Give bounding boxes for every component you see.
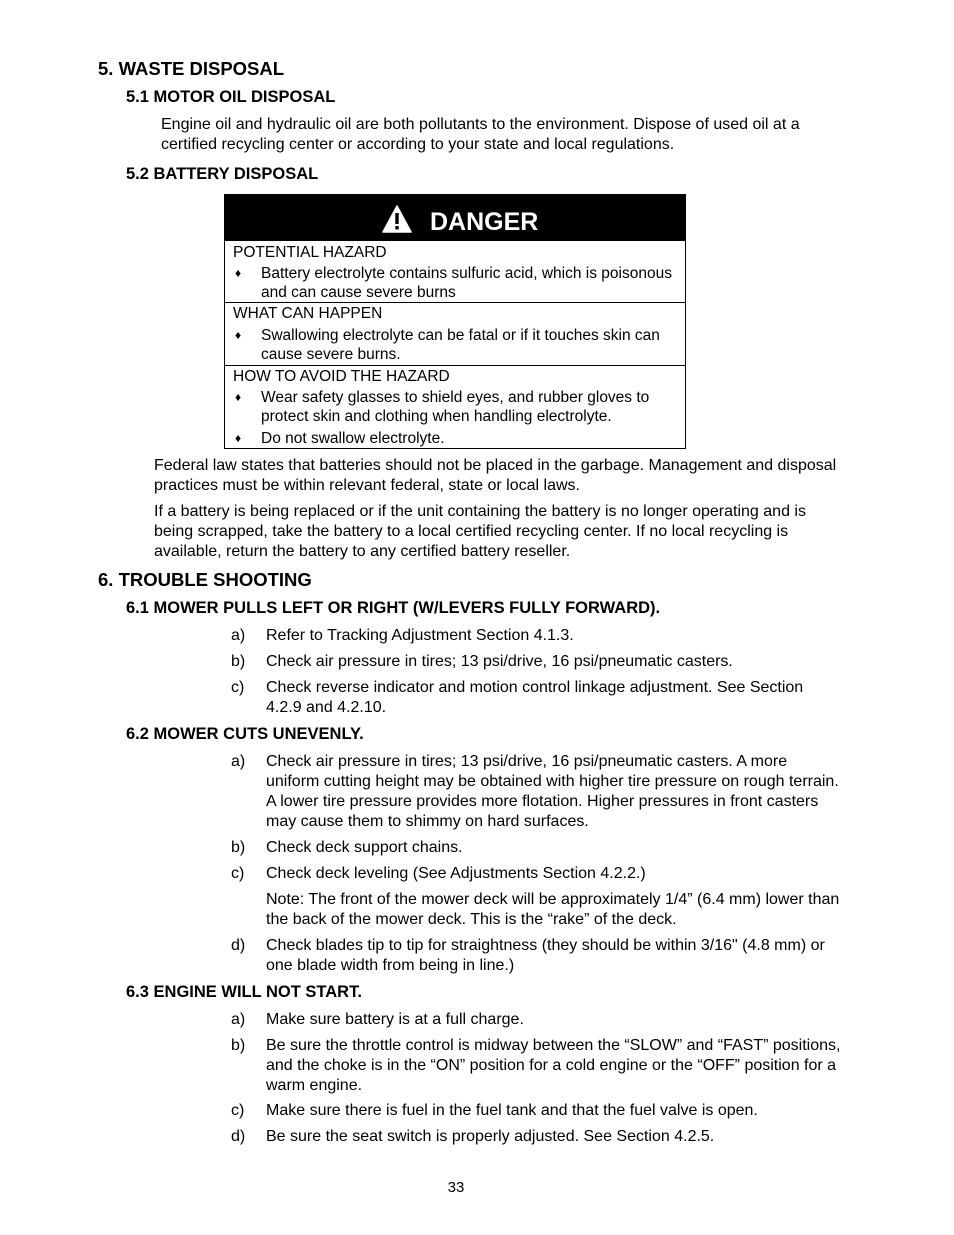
battery-paragraph-2: If a battery is being replaced or if the unit containing the battery is no longer operating and is being scrapped, take the battery to a local certified recycling center. If no local recycling is available, return the battery to any certified battery reseller. <box>154 503 806 560</box>
page-number: 33 <box>447 1179 465 1196</box>
danger-section-title: POTENTIAL HAZARD <box>233 244 387 261</box>
warning-triangle-icon <box>382 205 412 233</box>
danger-box: DANGER POTENTIAL HAZARD ♦ Battery electrolyte contains sulfuric acid, which is poisonous and can cause severe burns WHAT CAN HAPPEN ♦ Swallowing electrolyte can be fatal or if it touches skin can cause severe burns. HOW TO AVOID THE HAZARD ♦ Wear safety glasses to shield eyes, and rubber gloves to protect skin and clothing when handling electrolyte. ♦ Do not swallow electrolyte. <box>224 194 686 449</box>
section-6-1-heading: 6.1 MOWER PULLS LEFT OR RIGHT (W/LEVERS FULLY FORWARD). <box>126 599 661 617</box>
danger-title: DANGER <box>430 208 539 236</box>
section-5-2-heading: 5.2 BATTERY DISPOSAL <box>126 165 319 183</box>
motor-oil-paragraph: Engine oil and hydraulic oil are both pollutants to the environment. Dispose of used oil at a certified recycling center or according to your state and local regulations. <box>161 116 800 153</box>
bullet-diamond-icon: ♦ <box>235 390 242 404</box>
danger-section-title: WHAT CAN HAPPEN <box>233 305 383 322</box>
danger-divider <box>225 302 685 303</box>
bullet-diamond-icon: ♦ <box>235 328 242 342</box>
bullet-diamond-icon: ♦ <box>235 431 242 445</box>
danger-header <box>225 195 685 241</box>
danger-section-title: HOW TO AVOID THE HAZARD <box>233 368 450 385</box>
deck-rake-note: Note: The front of the mower deck will be approximately 1/4” (6.4 mm) lower than the back of the mower deck. This is the “rake” of the deck. <box>266 891 840 928</box>
section-6-3-heading: 6.3 ENGINE WILL NOT START. <box>126 983 362 1001</box>
section-6-heading: 6. TROUBLE SHOOTING <box>98 569 312 590</box>
section-5-1-heading: 5.1 MOTOR OIL DISPOSAL <box>126 88 336 106</box>
danger-divider <box>225 365 685 366</box>
section-5-heading: 5. WASTE DISPOSAL <box>98 58 285 79</box>
section-6-2-heading: 6.2 MOWER CUTS UNEVENLY. <box>126 725 364 743</box>
bullet-diamond-icon: ♦ <box>235 266 242 280</box>
battery-paragraph-1: Federal law states that batteries should not be placed in the garbage. Management and disposal practices must be within relevant federal, state or local laws. <box>154 457 837 494</box>
